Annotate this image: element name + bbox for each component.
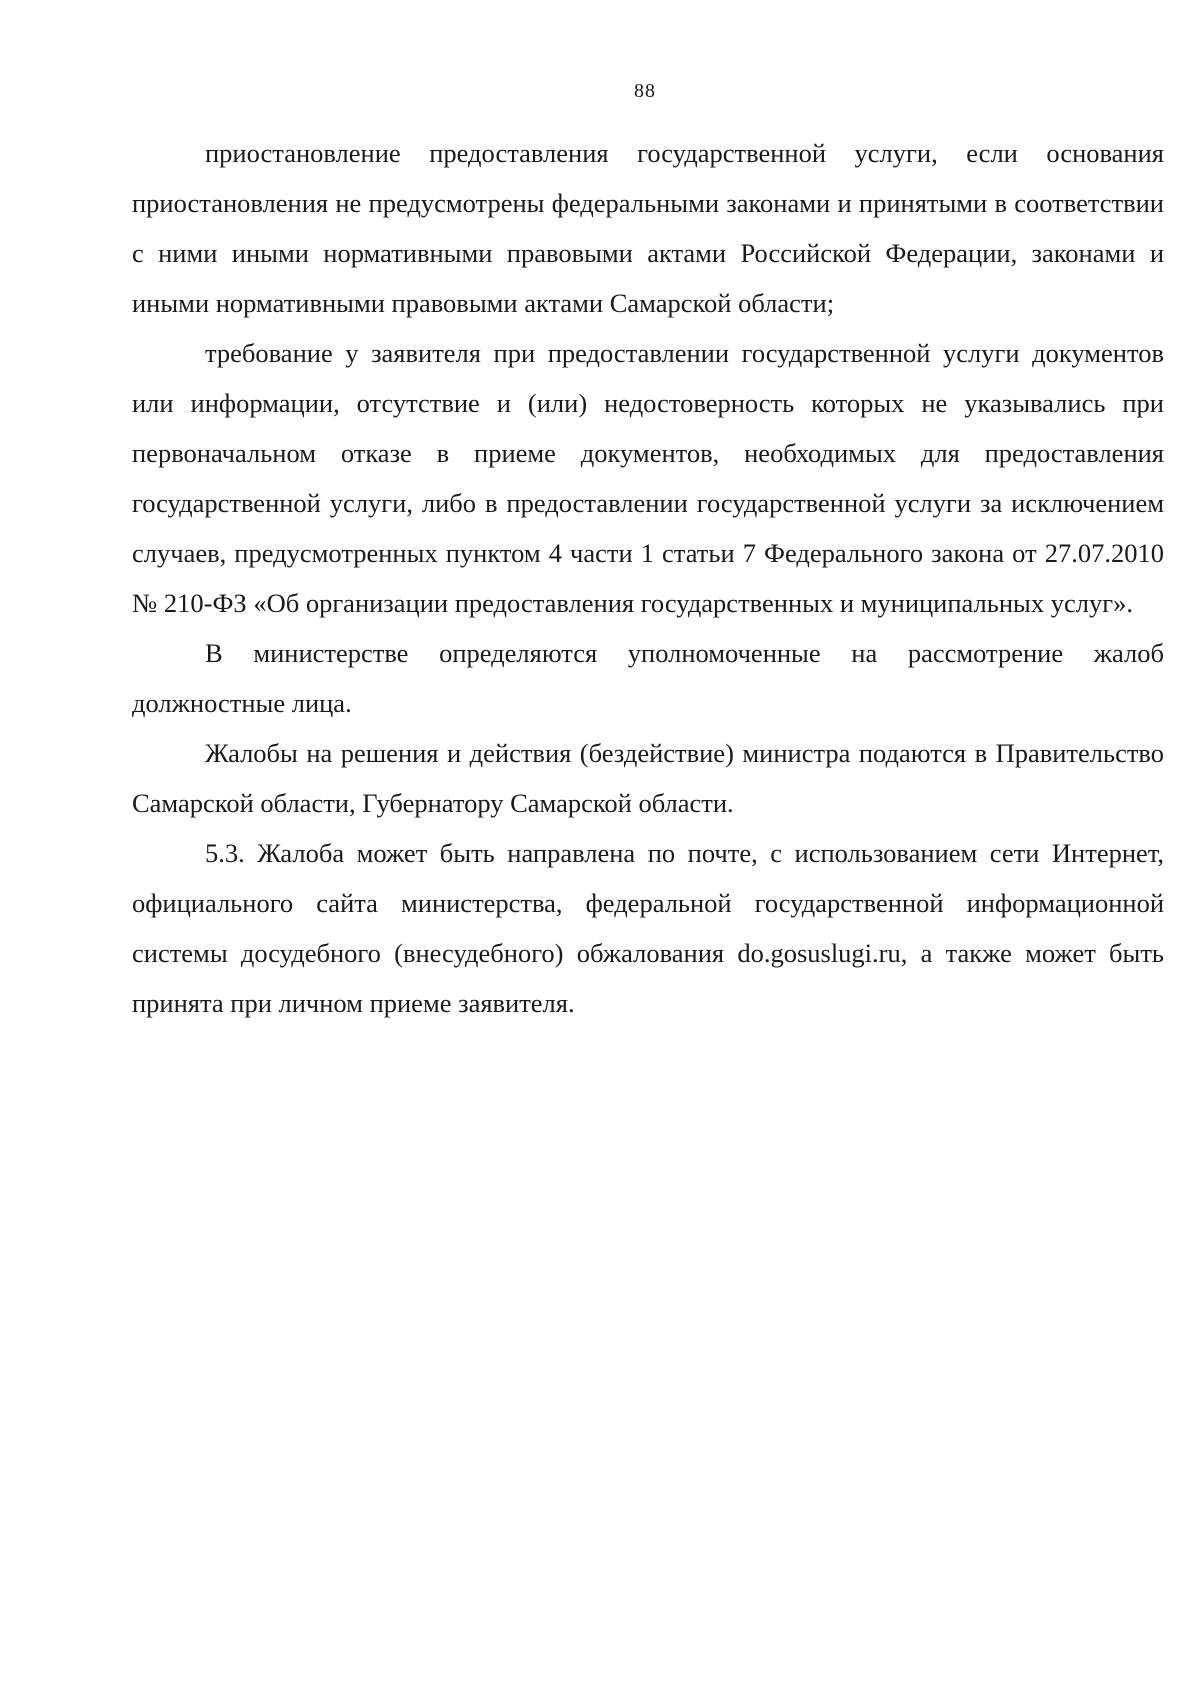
paragraph-suspension-grounds: приостановление предоставления государственной услуги, если основания приостановления не предусмотрены федеральными законами и принятыми в соответствии с ними иными нормативными правовыми актами Российской Федерации, законами и иными нормативными правовыми актами Самарской области; xyxy=(132,138,1164,318)
document-body xyxy=(132,128,1164,1028)
paragraph-document-requirement: требование у заявителя при предоставлении государственной услуги документов или информации, отсутствие и (или) недостоверность которых не указывались при первоначальном отказе в приеме документов, необходимых для предоставления государственной услуги, либо в предоставлении государственной услуги за исключением случаев, предусмотренных пунктом 4 части 1 статьи 7 Федерального закона от 27.07.2010 № 210-ФЗ «Об организации предоставления государственных и муниципальных услуг». xyxy=(132,338,1164,618)
paragraph-complaint-channels: 5.3. Жалоба может быть направлена по почте, с использованием сети Интернет, официального сайта министерства, федеральной государственной информационной системы досудебного (внесудебного) обжалования do.gosuslugi.ru, а также может быть принята при личном приеме заявителя. xyxy=(132,838,1164,1018)
paragraph-complaints-minister: Жалобы на решения и действия (бездействие) министра подаются в Правительство Самарской области, Губернатору Самарской области. xyxy=(132,738,1164,818)
page-number: 88 xyxy=(634,80,656,102)
paragraph-authorized-officials: В министерстве определяются уполномоченные на рассмотрение жалоб должностные лица. xyxy=(132,638,1164,718)
